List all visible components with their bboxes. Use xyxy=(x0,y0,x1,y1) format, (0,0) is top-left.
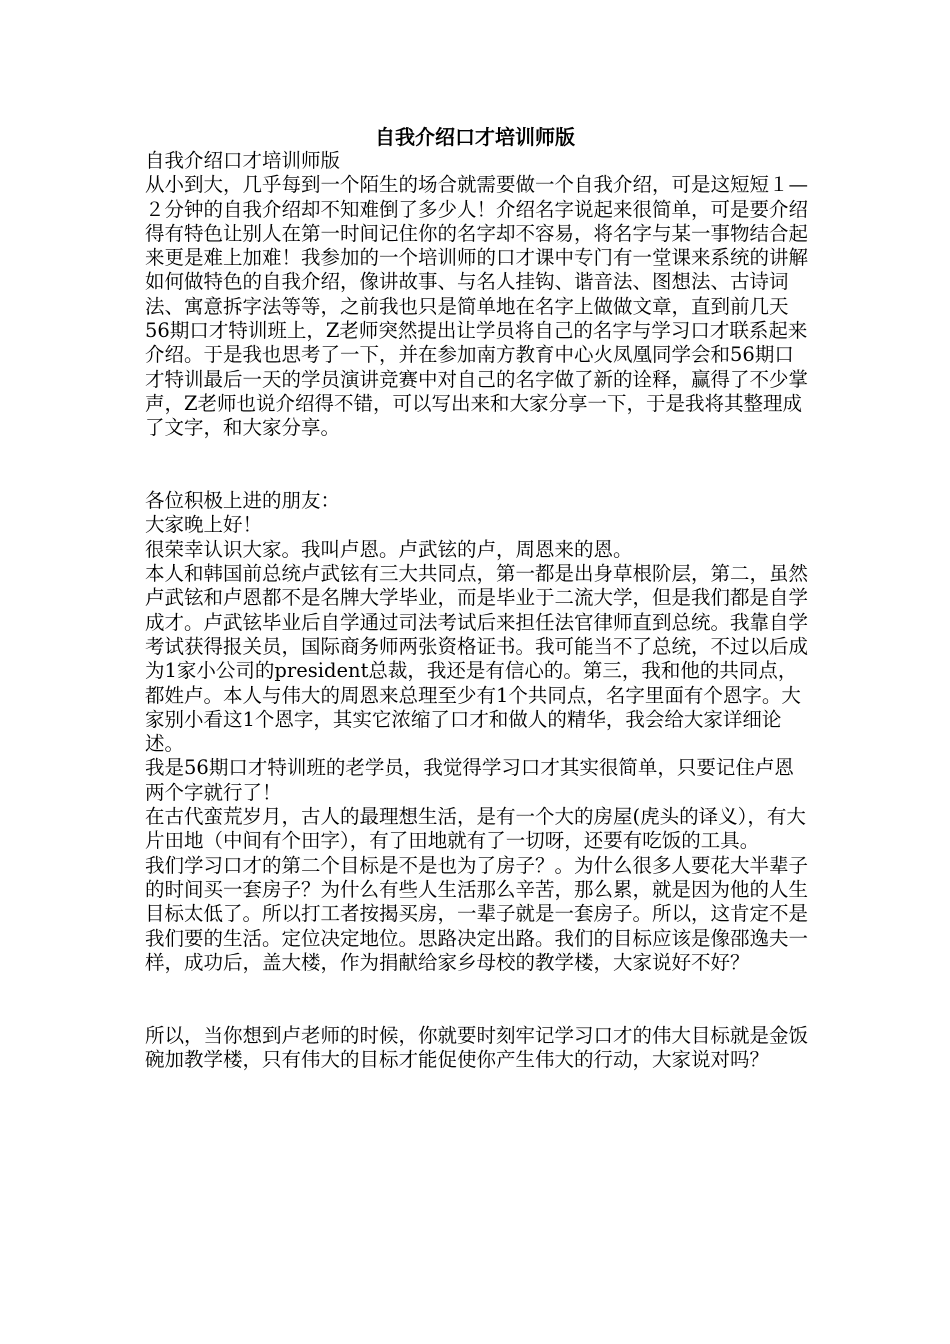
conclusion-paragraph: 所以，当你想到卢老师的时候，你就要时刻牢记学习口才的伟大目标就是金饭碗加教学楼，只有伟大的目标才能促使你产生伟大的行动，大家说对吗？ xyxy=(145,1023,809,1071)
greeting-friends-paragraph: 各位积极上进的朋友： xyxy=(145,489,341,513)
ancient-life-paragraph: 在古代蛮荒岁月，古人的最理想生活，是有一个大的房屋(虎头的译义），有大片田地（中间有个田字），有了田地就有了一切呀，还要有吃饭的工具。 xyxy=(145,805,806,853)
paragraph-spacer xyxy=(145,441,810,490)
student-paragraph: 我是56期口才特训班的老学员，我觉得学习口才其实很简单，只要记住卢恩两个字就行了！ xyxy=(145,756,794,804)
greeting-evening-paragraph: 大家晚上好！ xyxy=(145,513,263,537)
goal-paragraph: 我们学习口才的第二个目标是不是也为了房子？。为什么很多人要花大半辈子的时间买一套房子？为什么有些人生活那么辛苦，那么累，就是因为他的人生目标太低了。所以打工者按揭买房，一辈子就是一套房子。所以，这肯定不是我们要的生活。定位决定地位。思路决定出路。我们的目标应该是像邵逸夫一样，成功后，盖大楼，作为捐献给家乡母校的教学楼，大家说好不好？ xyxy=(145,853,809,974)
comparison-paragraph: 本人和韩国前总统卢武铉有三大共同点，第一都是出身草根阶层，第二，虽然卢武铉和卢恩都不是名牌大学毕业，而是毕业于二流大学，但是我们都是自学成才。卢武铉毕业后自学通过司法考试后来担任法官律师直到总统。我靠自学考试获得报关员，国际商务师两张资格证书。我可能当不了总统，不过以后成为1家小公司的president总裁，我还是有信心的。第三，我和他的共同点，都姓卢。本人与伟大的周恩来总理至少有1个共同点，名字里面有个恩字。大家别小看这1个恩字，其实它浓缩了口才和做人的精华，我会给大家详细论述。 xyxy=(145,562,809,756)
paragraph-spacer xyxy=(145,975,810,1024)
name-intro-paragraph: 很荣幸认识大家。我叫卢恩。卢武铉的卢，周恩来的恩。 xyxy=(145,537,633,561)
document-title: 自我介绍口才培训师版 xyxy=(375,125,575,149)
document-body xyxy=(145,149,810,1072)
intro-paragraph: 从小到大，几乎每到一个陌生的场合就需要做一个自我介绍，可是这短短１—２分钟的自我介绍却不知难倒了多少人！介绍名字说起来很简单，可是要介绍得有特色让别人在第一时间记住你的名字却不容易，将名字与某一事物结合起来更是难上加难！我参加的一个培训师的口才课中专门有一堂课来系统的讲解如何做特色的自我介绍，像讲故事、与名人挂钩、谐音法、图想法、古诗词法、寓意拆字法等等，之前我也只是简单地在名字上做做文章，直到前几天56期口才特训班上，Z老师突然提出让学员将自己的名字与学习口才联系起来介绍。于是我也思考了一下，并在参加南方教育中心火凤凰同学会和56期口才特训最后一天的学员演讲竞赛中对自己的名字做了新的诠释，赢得了不少掌声，Z老师也说介绍得不错，可以写出来和大家分享一下，于是我将其整理成了文字，和大家分享。 xyxy=(145,173,809,440)
subtitle-paragraph: 自我介绍口才培训师版 xyxy=(145,149,341,172)
